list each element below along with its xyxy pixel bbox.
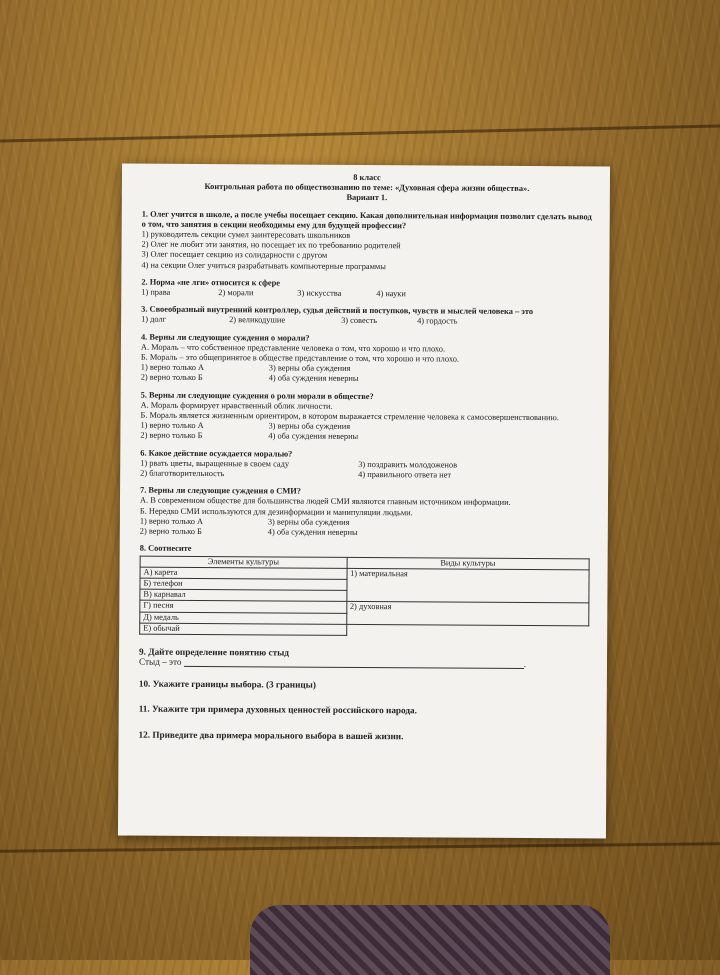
answer-option: 1) долг xyxy=(141,315,167,325)
question-12: 12. Приведите два примера морального выбора в вашей жизни. xyxy=(138,729,404,741)
question-3 xyxy=(141,305,591,328)
question-2 xyxy=(141,277,591,300)
matching-table xyxy=(139,555,589,637)
answer-option: 2) великодушие xyxy=(229,315,286,325)
answer-option: 4) на секции Олег учиться разрабатывать компьютерные программы xyxy=(141,260,386,271)
table-seam xyxy=(0,842,720,853)
answer-options xyxy=(141,288,591,301)
question-7 xyxy=(140,486,590,540)
variant-heading: Вариант 1. xyxy=(346,193,388,203)
column-header: Виды культуры xyxy=(347,557,590,570)
answer-option: 1) права xyxy=(141,287,171,297)
answer-row xyxy=(141,373,591,386)
question-9 xyxy=(139,647,589,670)
answer-option: 3) поздравить молодоженов xyxy=(358,459,458,470)
element-cell: Г) песня xyxy=(140,600,347,612)
answer-option: 4) гордость xyxy=(417,316,458,327)
answer-option: 2) благотворительность xyxy=(140,468,225,479)
statement-a: А. Мораль – что собственное представление человека о том, что хорошо и что плохо. xyxy=(140,342,446,354)
kind-cell: 2) духовная xyxy=(346,602,589,626)
answer-option: 4) науки xyxy=(376,289,406,299)
question-text: 1. Олег учится в школе, а после учебы посещает секцию. Какая дополнительная информация позволит сделать вывод о том, что занятия в секции необходимы ему для будущей профессии? xyxy=(141,209,592,231)
answer-option: 3) верны оба суждения xyxy=(268,421,351,432)
question-text: 7. Верны ли следующие суждения о СМИ? xyxy=(140,485,301,496)
answer-end: . xyxy=(523,659,527,670)
answer-row xyxy=(140,527,590,540)
answer-option: 2) Олег не любит эти занятия, но посещает их по требованию родителей xyxy=(141,239,401,251)
answer-option: 3) Олег посещает секцию из солидарности с другом xyxy=(141,250,328,261)
answer-option: 4) правильного ответа нет xyxy=(358,470,452,480)
question-text: 6. Какое действие осуждается моралью? xyxy=(140,448,293,459)
answer-row xyxy=(140,431,590,444)
answer-option: 3) искусства xyxy=(297,288,342,298)
column-header: Элементы культуры xyxy=(140,556,347,568)
question-1 xyxy=(141,209,591,273)
answer-option: 3) совесть xyxy=(341,316,378,326)
answer-option: 1) рвать цветы, выращенные в своем саду xyxy=(140,458,290,469)
element-cell: А) карета xyxy=(140,567,347,579)
element-cell: Б) телефон xyxy=(140,578,347,590)
answer-option: 3) верны оба суждения xyxy=(267,517,350,527)
answer-option: 2) морали xyxy=(218,288,254,298)
question-4 xyxy=(141,332,591,386)
answer-option: 1) верно только А xyxy=(140,362,205,373)
question-10: 10. Укажите границы выбора. (3 границы) xyxy=(138,678,316,691)
answer-option: 1) верно только А xyxy=(140,420,204,431)
answer-grid xyxy=(140,459,590,482)
test-sheet xyxy=(118,164,610,839)
statement-a: А. Мораль формирует нравственный облик личности. xyxy=(140,400,333,411)
question-text: 9. Дайте определение понятию стыд xyxy=(139,646,289,658)
element-cell: В) карнавал xyxy=(140,589,347,601)
answer-option: 3) верны оба суждения xyxy=(268,363,351,374)
question-11: 11. Укажите три примера духовных ценностей российского народа. xyxy=(138,703,417,715)
statement-a: А. В современном обществе для большинства людей СМИ являются главным источником информации. xyxy=(139,496,511,508)
table-seam xyxy=(0,124,720,142)
empty-cell xyxy=(346,624,589,637)
fabric-corner xyxy=(250,905,610,975)
answer-option: 4) оба суждения неверны xyxy=(267,527,358,538)
answer-options xyxy=(141,315,591,328)
answer-option: 1) руководитель секции сумел заинтересовать школьников xyxy=(141,229,351,240)
answer-option: 2) верно только Б xyxy=(140,373,203,383)
answer-option: 2) верно только Б xyxy=(140,431,203,441)
answer-line xyxy=(139,657,589,670)
answer-option: 4) оба суждения неверны xyxy=(268,373,359,384)
answer-option: 2) верно только Б xyxy=(139,526,202,537)
element-cell: Е) обычай xyxy=(140,623,347,635)
answer-option: 4) оба суждения неверны xyxy=(268,431,359,442)
question-text: 4. Верны ли следующие суждения о морали? xyxy=(140,332,310,343)
question-8 xyxy=(139,544,590,637)
question-text: 2. Норма «не лги» относится к сфере xyxy=(141,277,281,288)
question-6 xyxy=(140,448,590,481)
kind-cell: 1) материальная xyxy=(346,568,589,603)
statement-b: Б. Мораль является жизненным ориентиром, в котором выражается стремление человека к самосовершенствованию. xyxy=(140,410,559,423)
answer-label: Стыд – это xyxy=(138,656,182,668)
answer-blank[interactable] xyxy=(184,658,527,670)
test-title: Контрольная работа по обществознанию по теме: «Духовная сфера жизни общества». xyxy=(204,182,530,194)
question-5 xyxy=(140,390,590,444)
element-cell: Д) медаль xyxy=(140,612,347,624)
answer-option: 1) верно только А xyxy=(139,516,204,526)
question-text: 3. Своеобразный внутренний контроллер, судья действий и поступков, чувств и мыслей человека – это xyxy=(141,304,534,317)
statement-b: Б. Нередко СМИ используются для дезинформации и манипуляции людьми. xyxy=(139,506,413,517)
grade-heading: 8 класс xyxy=(353,172,381,183)
question-text: 5. Верны ли следующие суждения о роли морали в обществе? xyxy=(140,390,374,401)
question-text: 8. Соотнесите xyxy=(139,543,192,554)
statement-b: Б. Мораль – это общепринятое в обществе представление о том, что хорошо и что плохо. xyxy=(140,352,460,364)
